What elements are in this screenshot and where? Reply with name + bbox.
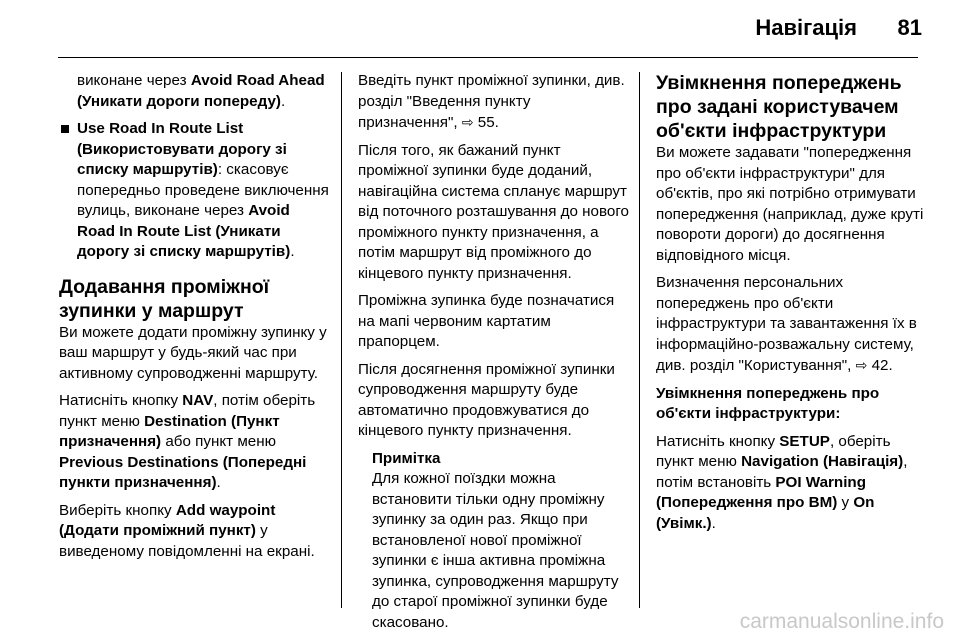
paragraph: Введіть пункт проміжної зупинки, див. розділ "Введення пункту призначення", ⇨ 55. xyxy=(358,72,625,131)
note-text: Для кожної поїздки можна встановити тільки одну проміжну зупинку за один раз. Якщо при встановленої нової проміжної зупинки є інша активна проміжна зупинка, супроводження маршруту до старої проміжної зупинки буде скасовано. xyxy=(372,470,619,631)
bullet-item: Use Road In Route List (Використовувати дорогу зі списку маршрутів): скасовує попередньо проведене виключення вулиць, виконане через Avoid Road In Route List (Уникати дорогу зі списку маршрутів). xyxy=(59,119,331,263)
column-2 xyxy=(358,71,630,640)
paragraph: Виберіть кнопку Add waypoint (Додати проміжний пункт) у виведеному повідомленні на екрані. xyxy=(59,501,315,560)
section-heading: Додавання проміжної зупинки у маршрут xyxy=(59,275,270,322)
paragraph: Натисніть кнопку NAV, потім оберіть пункт меню Destination (Пункт призначення) або пункт меню Previous Destinations (Попередні пункти призначення). xyxy=(59,392,316,491)
page-header xyxy=(0,0,960,60)
paragraph: Ви можете задавати "попередження про об'єкти інфраструктури" для об'єктів, про які потрібно отримувати попередження (наприклад, дуже круті повороти дороги) до досягнення відповідного місця. xyxy=(656,144,924,264)
paragraph: Натисніть кнопку SETUP, оберіть пункт меню Navigation (Навігація), потім встановіть POI Warning (Попередження про BM) у On (Увімк.). xyxy=(656,432,908,532)
page-number: 81 xyxy=(897,15,922,40)
note-box xyxy=(358,449,630,634)
watermark: carmanualsonline.info xyxy=(739,610,944,633)
paragraph: Проміжна зупинка буде позначатися на мапі червоним картатим прапорцем. xyxy=(358,292,615,350)
reference-arrow-icon: ⇨ xyxy=(855,357,868,373)
column-divider-1 xyxy=(341,72,342,608)
reference-arrow-icon: ⇨ xyxy=(461,114,474,130)
header-rule xyxy=(58,57,918,58)
column-divider-2 xyxy=(639,72,640,608)
section-heading: Увімкнення попереджень про задані користувачем об'єкти інфраструктури xyxy=(656,72,902,142)
note-title: Примітка xyxy=(372,449,441,467)
paragraph: Після того, як бажаний пункт проміжної зупинки буде доданий, навігаційна система спланує маршрут від поточного розташування до нового проміжного пункту призначення, а потім маршрут від проміжного до кінцевого пункту призначення. xyxy=(358,141,629,282)
paragraph: Після досягнення проміжної зупинки супроводження маршруту буде автоматично продовжуватися до кінцевого пункту призначення. xyxy=(358,360,615,439)
running-title: Навігація xyxy=(755,15,857,40)
column-3 xyxy=(656,71,928,541)
continued-paragraph: виконане через Avoid Road Ahead (Уникати дороги попереду). xyxy=(77,72,325,110)
paragraph: Ви можете додати проміжну зупинку у ваш маршрут у будь-який час при активному супроводженні маршруту. xyxy=(59,323,327,382)
column-1 xyxy=(59,71,331,569)
subheading: Увімкнення попереджень про об'єкти інфраструктури: xyxy=(656,384,880,422)
paragraph: Визначення персональних попереджень про об'єкти інфраструктури та завантаження їх в інформаційно-розважальну систему, див. розділ "Користування", ⇨ 42. xyxy=(656,274,917,374)
bullet-square-icon xyxy=(61,125,69,133)
